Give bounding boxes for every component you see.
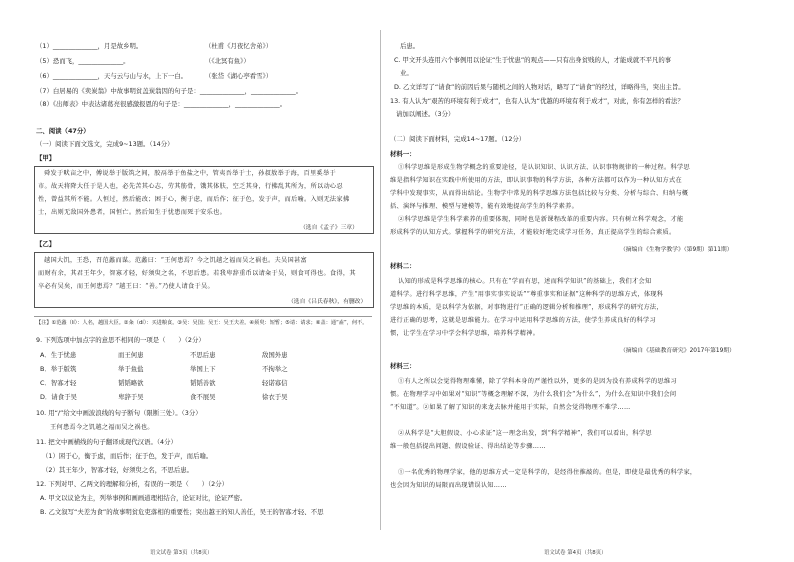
source-yi: （选自《吕氏春秋》，有删改） — [288, 299, 367, 305]
fill-line-5: （5）恐而飞，______________。 — [36, 57, 130, 65]
q9-option-a1[interactable]: A．生于忧患 — [40, 351, 77, 359]
material-3-line: ②从科学是“大胆假设、小心求证”这一理念出发，到“科学精神”，我们可以看出，科学思 — [398, 430, 652, 437]
question-12: 12. 下列对甲、乙两文的理解和分析，有误的一项是（ ）（2分） — [36, 480, 228, 488]
q9-option-a4: 敌国外患 — [262, 351, 288, 359]
material-2-line: 认知的形成是科学思维的核心。只有在“学而有思，述而科学知识”的基础上，我们才会知 — [398, 278, 652, 285]
part-1-title: （一）阅读下面文选文，完成9~13题。（14分） — [36, 140, 174, 148]
q9-option-a3: 不思后患 — [190, 351, 216, 359]
q9-option-d3: 食不展吴 — [190, 393, 216, 401]
passage-jia-line: 市。故天将降大任于是人也，必先苦其心志，劳其筋骨，饿其体肤，空乏其身，行拂乱其所为，所以动心忍 — [38, 183, 343, 190]
note-2: （《北冥有鱼》） — [205, 57, 250, 65]
material-1-line: 形成科学的认知方式。掌握科学的研究方法，才能较好地完成学习任务，真正提高学生的综合素质。 — [390, 229, 676, 236]
note-1: （杜甫《月夜忆舍弟》） — [205, 42, 273, 50]
q9-option-b4: 不拘举之 — [262, 365, 288, 373]
question-11: 11. 把文中画横线的句子翻译成现代汉语。（4分） — [36, 438, 177, 446]
question-9: 9. 下列选项中加点字的意思不相同的一项是（ ）（2分） — [36, 336, 205, 344]
q9-option-c2: 韬韬略欲 — [118, 379, 144, 387]
passage-jia-line: 性，曾益其所不能。人恒过，然后能改；困于心，衡于虑，而后作；征于色，发于声，而后喻。入则无法家拂 — [38, 196, 350, 203]
material-2-line: 进行正确的思考，这就是思维能力。在学习中运用科学思维的方法，使学生养成良好的科学习 — [390, 317, 656, 324]
q9-option-c4: 轻诺寡信 — [262, 379, 288, 387]
jia-label: 【甲】 — [36, 154, 56, 162]
source-material-2: （摘编自《基础教育研究》2017年第19期） — [620, 348, 735, 354]
q9-option-a2: 而王何患 — [118, 351, 144, 359]
question-10: 10. 用“/”给文中画波浪线的句子断句（限断三处）。（3分） — [36, 409, 202, 417]
yi-label: 【乙】 — [36, 240, 56, 248]
material-2-line: 学思维的本质，是以科学为依据，对事物进行“正确的逻辑分析和推理”，形成科学的研究方法， — [390, 304, 663, 311]
material-2-line: 惯，让学生在学习中学会科学思维，培养科学精神。 — [390, 330, 540, 337]
q11-item-1: （1）困于心，衡于虑，而后作；征于色，发于声，而后喻。 — [42, 452, 213, 460]
q9-option-d4: 徐衣于吴 — [262, 393, 288, 401]
left-column — [0, 0, 384, 562]
fill-line-7: （7）白居易的《卖炭翁》中故事明贫盖炭翁因的句子是：______________，______________。 — [36, 87, 303, 95]
q9-option-d1[interactable]: D．请食于吴 — [40, 393, 77, 401]
part-2-title: （二）阅读下面材料，完成14~17题。（12分） — [390, 135, 526, 143]
annotation: 【注】①范蠡（lí）：人名，越国大臣。②籴（dí）：买进粮食。③吴：吴国；吴王：吴王夫差。④须臾：短暂；⑤请：请求；⑥盖：通“盍”，何不。 — [36, 320, 368, 326]
q10-sentence: 王何患焉今之饥越之福而吴之祸也。 — [50, 424, 154, 431]
passage-yi-line: 而财有余，其君王年少，智寡才轻，好须臾之名，不思后患。若我卑辞重币以请籴于吴，则食可得也。食得，其 — [38, 270, 356, 277]
material-3-line: ①一名优秀的物理学家，他的思维方式一定是科学的，是经得住推敲的。但是，即使是最优秀的科学家， — [398, 469, 697, 476]
material-1-line: ②科学思维是学生科学素养的重要体现，同时也是新课程改革的重要内容。只有树立科学观念，才能 — [398, 216, 684, 223]
annotation-rule — [34, 316, 372, 317]
q11-item-2: （2）其王年少，智寡才轻，好须臾之名，不思后患。 — [42, 466, 194, 474]
material-1-line: ①科学思维是形成生物学概念的重要途径，是认识知识、认识方法、认识事物规律的一种过程。科学思 — [398, 164, 690, 171]
question-13: 13. 有人认为“艰苦的环境有利于成才”，也有人认为“优越的环境有利于成才”，对此，你有怎样的看法？ — [390, 97, 684, 105]
material-3-line: ①有人之所以会觉得物理难懂，除了学科本身的严谨性以外，更多的是因为没有养成科学的思维习 — [398, 378, 677, 385]
passage-yi-line: 越国大饥，王恐，召范蠡而谋。范蠡曰：“王何患焉？今之饥越之福而吴之祸也。夫吴国甚富 — [44, 257, 307, 264]
q9-option-c1[interactable]: C．智寡才轻 — [40, 379, 77, 387]
passage-jia-line: 舜发于畎亩之中，傅说举于版筑之间，胶鬲举于鱼盐之中，管夷吾举于士，孙叔敖举于海，百里奚举于 — [44, 170, 336, 177]
material-1-line: 维是指科学知识在实践中所使用的方法，即认识事物的科学方法，各种方法都可以作为一种认知方式在 — [390, 177, 682, 184]
passage-yi-line: 卒必有吴矣，而王何患焉？”越王曰：“善。”乃使人请食于吴。 — [38, 283, 214, 290]
q9-option-c3: 韬韬善欲 — [190, 379, 216, 387]
material-3-label: 材料三： — [390, 362, 416, 370]
q9-option-d2: 卑辞于吴 — [118, 393, 144, 401]
q9-option-b2: 举于鱼盐 — [118, 365, 144, 373]
fill-line-6: （6）______________，天与云与山与水，上下一白。 — [36, 72, 188, 80]
right-column — [384, 0, 794, 562]
material-3-line: “不知道”。②如果了解了知识的来龙去脉并能用于实际，自然会觉得物理不难学…… — [390, 404, 631, 411]
q12-b-continuation: 后患。 — [400, 42, 420, 50]
question-13-cont: 请加以阐述。（3分） — [396, 110, 455, 118]
source-material-1: （摘编自《生物学教学》（第9期）第11期） — [620, 247, 733, 253]
material-1-label: 材料一： — [390, 150, 416, 158]
material-3-line: 惯。在物理学习中如果对“知识”等概念理解不深，为什么我们会“为什么”，为什么在知识中我们会问 — [390, 391, 677, 398]
source-jia: （选自《孟子》三章） — [300, 225, 358, 231]
q12-option-c[interactable]: C. 甲文开头连用六个事例用以论证“生于忧患”的观点——只有出身贫贱的人，才能成就不平凡的事 — [394, 56, 672, 64]
q9-options-grid — [40, 350, 340, 406]
q12-option-a[interactable]: A. 甲文以议论为主，列举事例和画画道理相结合，论证对比，论证严密。 — [40, 494, 247, 502]
fill-line-1: （1）______________，月是故乡明。 — [36, 42, 143, 50]
q12-option-c-cont: 业。 — [400, 69, 413, 77]
material-1-line: 括、演绎与推理、模型与建模等，能有效地提高学生的科学素养。 — [390, 203, 579, 210]
q9-option-b1[interactable]: B．举于版筑 — [40, 365, 77, 373]
passage-jia-line: 士，出则无敌国外患者，国恒亡。然后知生于忧患而死于安乐也。 — [38, 209, 227, 216]
section-reading: 二、阅读（47分） — [36, 127, 90, 135]
fill-line-8: （8）《出师表》中表达诸葛亮很感激报恩的句子是：______________，______________。 — [36, 100, 287, 108]
q9-option-b3: 举国上下 — [190, 365, 216, 373]
material-1-line: 学科中发现事实，从而得出结论。生物学中常见的科学思维方法包括比较与分类、分析与综合、归纳与概 — [390, 190, 689, 197]
page-footer-right: 语文试卷 第4页（共8页） — [544, 550, 607, 556]
material-3-line: 也会因为知识的局限而出现错误认知…… — [390, 482, 507, 489]
material-2-line: 道科学。进行科学思维，产生“用事实事实说话”“尊重事实和证据”这种科学的思维方式，体现科 — [390, 291, 664, 298]
page-footer-left: 语文试卷 第3页（共8页） — [150, 550, 213, 556]
material-3-line: 维一般包括提出问题、假设验证、得出结论等步骤…… — [390, 443, 546, 450]
material-2-label: 材料二： — [390, 262, 416, 270]
q12-option-d[interactable]: D. 乙文详写了“请食”的前因后果与随机之间的人物对话，略写了“请食”的经过，详略得当，突出主旨。 — [394, 83, 685, 91]
note-3: （张岱《湖心亭看雪》） — [205, 72, 273, 80]
q12-option-b[interactable]: B. 乙文叙写“夫差为食”的故事明贫危吏落相的重要性；突出越王的知人善任，吴王的智寡才轻、不思 — [40, 508, 324, 516]
